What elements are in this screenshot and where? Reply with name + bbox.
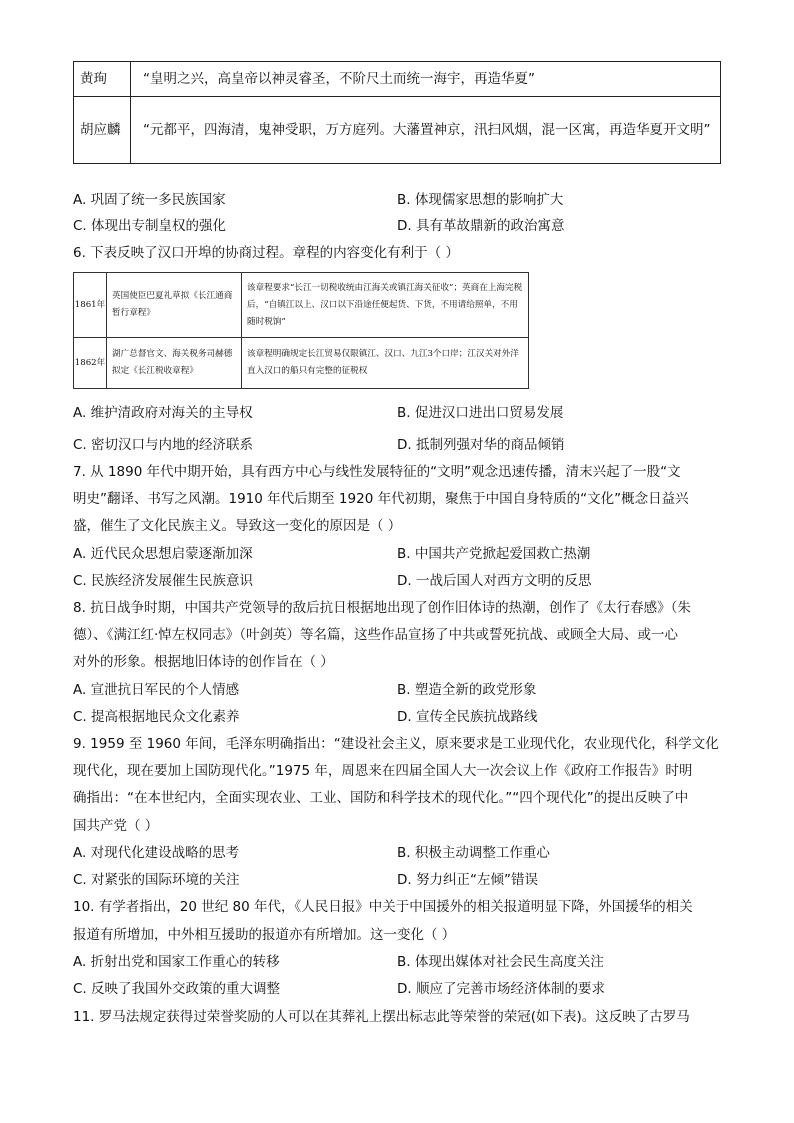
q8-stem-line: 8. 抗日战争时期，中国共产党领导的敌后抗日根据地出现了创作旧体诗的热潮，创作了《太行春感》（朱 <box>73 600 691 616</box>
q6-option-c: C. 密切汉口与内地的经济联系 <box>73 437 254 453</box>
q7-stem-line: 盛，催生了文化民族主义。导致这一变化的原因是（ ） <box>73 518 402 534</box>
q8-option-b: B. 塑造全新的政党形象 <box>397 682 537 698</box>
q10-option-c: C. 反映了我国外交政策的重大调整 <box>73 981 281 997</box>
q9-option-c: C. 对紧张的国际环境的关注 <box>73 872 240 888</box>
q5-option-a: A. 巩固了统一多民族国家 <box>73 192 226 208</box>
q8-option-d: D. 宣传全民族抗战路线 <box>397 709 538 725</box>
year-cell: 1861年 <box>74 273 107 338</box>
q6-option-a: A. 维护清政府对海关的主导权 <box>73 405 253 421</box>
actor-cell: 英国使臣巴夏礼草拟《长江通商暂行章程》 <box>107 273 242 338</box>
q6-option-b: B. 促进汉口进出口贸易发展 <box>397 405 564 421</box>
q7-stem-line: 明史”翻译、书写之风潮。1910 年代后期至 1920 年代初期，聚焦于中国自身特质的“文化”概念日益兴 <box>73 491 689 507</box>
q10-stem-line: 报道有所增加，中外相互援助的报道亦有所增加。这一变化（ ） <box>73 927 456 943</box>
q8-stem-line: 对外的形象。根据地旧体诗的创作旨在（ ） <box>73 654 334 670</box>
q6-option-d: D. 抵制列强对华的商品倾销 <box>397 437 565 453</box>
q9-option-a: A. 对现代化建设战略的思考 <box>73 845 240 861</box>
q8-option-a: A. 宣泄抗日军民的个人情感 <box>73 682 240 698</box>
year-cell: 1862年 <box>74 338 107 389</box>
q5-option-c: C. 体现出专制皇权的强化 <box>73 218 227 234</box>
table-row <box>74 97 721 164</box>
q10-option-b: B. 体现出媒体对社会民生高度关注 <box>397 954 604 970</box>
quote-table <box>73 61 721 164</box>
q9-option-d: D. 努力纠正“左倾”错误 <box>397 872 538 888</box>
author-cell: 黄珣 <box>74 62 131 97</box>
q9-stem-line: 9. 1959 至 1960 年间，毛泽东明确指出：“建设社会主义，原来要求是工业现代化，农业现代化，科学文化 <box>73 736 719 752</box>
q9-stem-line: 国共产党（ ） <box>73 818 159 834</box>
table-row <box>74 338 529 389</box>
q6-stem: 6. 下表反映了汉口开埠的协商过程。章程的内容变化有利于（ ） <box>73 245 459 261</box>
author-cell: 胡应麟 <box>74 97 131 164</box>
q8-option-c: C. 提高根据地民众文化素养 <box>73 709 240 725</box>
q9-option-b: B. 积极主动调整工作重心 <box>397 845 550 861</box>
q9-stem-line: 确指出：“在本世纪内，全面实现农业、工业、国防和科学技术的现代化。”“四个现代化”的提出反映了中 <box>73 790 689 806</box>
table-row <box>74 62 721 97</box>
actor-cell: 湖广总督官文、海关税务司赫德拟定《长江税收章程》 <box>107 338 242 389</box>
q7-option-a: A. 近代民众思想启蒙逐渐加深 <box>73 546 253 562</box>
q10-stem-line: 10. 有学者指出，20 世纪 80 年代，《人民日报》中关于中国援外的相关报道明显下降，外国援华的相关 <box>73 899 693 915</box>
q7-option-b: B. 中国共产党掀起爱国救亡热潮 <box>397 546 591 562</box>
q5-option-d: D. 具有革故鼎新的政治寓意 <box>397 218 565 234</box>
q11-stem-line: 11. 罗马法规定获得过荣誉奖励的人可以在其葬礼上摆出标志此等荣誉的荣冠(如下表)。这反映了古罗马 <box>73 1009 690 1025</box>
q5-option-b: B. 体现儒家思想的影响扩大 <box>397 192 564 208</box>
q6-table <box>73 272 529 389</box>
quote-cell: “元都平，四海清，鬼神受职，万方庭列。大藩置神京，汛扫风烟，混一区寓，再造华夏开文明” <box>131 97 721 164</box>
q8-stem-line: 德）、《满江红·悼左权同志》（叶剑英）等名篇，这些作品宣扬了中共或誓死抗战、或顾全大局、或一心 <box>73 627 679 643</box>
content-cell: 该章程明确规定长江贸易仅限镇江、汉口、九江3个口岸；江汉关对外洋直入汉口的船只有完整的征税权 <box>242 338 529 389</box>
q7-stem-line: 7. 从 1890 年代中期开始，具有西方中心与线性发展特征的“文明”观念迅速传播，清末兴起了一股“文 <box>73 464 681 480</box>
quote-cell: “皇明之兴，高皇帝以神灵睿圣，不阶尺土而统一海宇，再造华夏” <box>131 62 721 97</box>
q9-stem-line: 现代化，现在要加上国防现代化。”1975 年，周恩来在四届全国人大一次会议上作《政府工作报告》时明 <box>73 763 693 779</box>
q10-option-d: D. 顺应了完善市场经济体制的要求 <box>397 981 605 997</box>
content-cell: 该章程要求“长江一切税收统由江海关或镇江海关征收”；英商在上海完税后，“自镇江以上、汉口以下沿途任便起货、下货，不用请给照单，不用随时税饷” <box>242 273 529 338</box>
q10-option-a: A. 折射出党和国家工作重心的转移 <box>73 954 280 970</box>
q7-option-c: C. 民族经济发展催生民族意识 <box>73 573 254 589</box>
table-row <box>74 273 529 338</box>
q7-option-d: D. 一战后国人对西方文明的反思 <box>397 573 592 589</box>
